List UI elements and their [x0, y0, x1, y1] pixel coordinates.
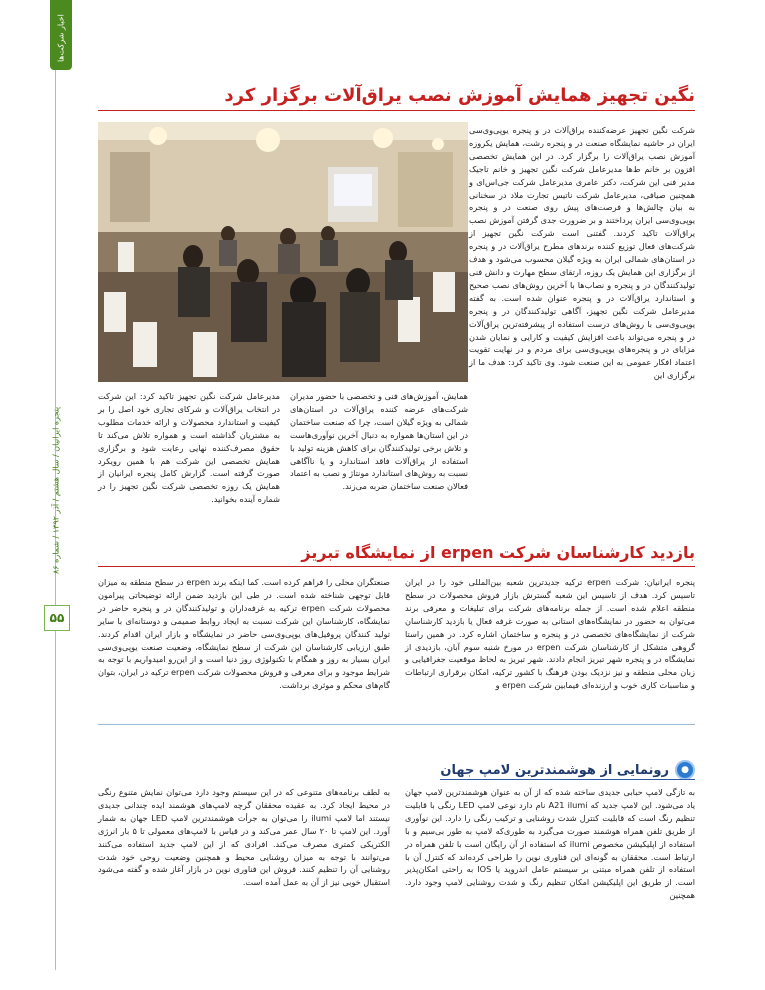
- section-tab-label: اخبار شرکت‌ها: [56, 14, 66, 62]
- seminar-photo: [98, 122, 468, 382]
- seminar-photo-illustration: [98, 122, 468, 382]
- article3-text-left: به لطف برنامه‌های متنوعی که در این سیستم وجود دارد می‌توان نمایش متنوع رنگی در محیط ایجاد کرد. به عقیده محققان گرچه لامپ‌های هوشمند ایده چندانی جدیدی نیستند اما لامپ ilumi را می‌توان به جرأت هوشمندترین لامپ LED جهان به شمار آورد. این لامپ تا ۲۰ سال عمر می‌کند و در قیاس با لامپ‌های معمولی تا ۵ بار انرژی الکتریکی کمتری مصرف می‌کند. افرادی که از این لامپ جدید استفاده می‌کنند می‌توانند با توجه به میزان روشنایی محیط و همچنین وضعیت روحی خود شدت روشنایی آن را تنظیم کنند. فروش این فناوری نوین در بازار آغاز شده و گفته می‌شود استقبال خوبی نیز از آن به عمل آمده است.: [98, 787, 390, 888]
- article1-title: نگین تجهیز همایش آموزش نصب یراق‌آلات برگزار کرد: [224, 85, 695, 106]
- article1-text-middle: همایش، آموزش‌های فنی و تخصصی با حضور مدیران شرکت‌های عرضه کننده یراق‌آلات در استان‌های شمالی به ویژه گیلان است، چرا که صنعت ساختمان در این استان‌ها همواره به دنبال آخرین نوآوری‌هاست و تلاش برخی تولیدکنندگان برای کاهش هزینه تولید با استفاده از یراق‌آلات فاقد استاندارد و یا ناآگاهی نسبت به روش‌های استاندارد مونتاژ و نصب به اعتماد فعالان صنعت ساختمان ضربه می‌زند.: [290, 391, 468, 492]
- issue-info: پنجره ایرانیان / سال هشتم / آذر ۱۳۹۲ / شماره ۸۶: [51, 406, 61, 574]
- article3-column-right: [405, 786, 695, 916]
- article1-column-left: [98, 390, 280, 520]
- page-number: ۵۵: [44, 605, 70, 631]
- lightbulb-icon: ●: [675, 760, 695, 780]
- article2-column-right: [405, 576, 695, 711]
- article2-text-left: صنعتگران محلی را فراهم کرده است. کما اینکه برند erpen در سطح منطقه به میزان قابل توجهی شناخته شده است. در طی این بازدید ضمن ارائه توضیحاتی پیرامون محصولات شرکت erpen ترکیه به غرفه‌داران و تولیدکنندگان در و پنجره حاضر در نمایشگاه، کارشناسان این شرکت نسبت به ایجاد روابط صمیمی و دوستانه‌ای با سایر تولید کنندگان پروفیل‌های یوپی‌وی‌سی حاضر در نمایشگاه و بازار ایران اقدام کردند. طبق ارزیابی کارشناسان این شرکت از سطح نمایشگاه، وضعیت صنعت یوپی‌وی‌سی ایران بسیار به روز و همگام با تکنولوژی روز دنیا است و از این‌رو امیدواریم با توجه به شرایط موجود و برای معرفی و فروش محصولات شرکت erpen ترکیه در ایران، بتوان گام‌های محکم و موثری برداشت.: [98, 577, 390, 691]
- article1-title-rule: [98, 110, 695, 111]
- article1-column-right: [469, 124, 695, 519]
- article2-text-right: پنجره ایرانیان: شرکت erpen ترکیه جدیدترین شعبه بین‌المللی خود را در ایران تاسیس کرد. هدف از تاسیس این شعبه گسترش بازار فروش محصولات در سطح منطقه اعلام شده است. از جمله برنامه‌های شرکت برای تبلیغات و معرفی برند می‌توان به حضور در نمایشگاه‌های استانی به صورت غرفه فعال یا بازدید کارشناسان شرکت از نمایشگاه‌های تخصصی در و پنجره و ساختمان اشاره کرد. در همین راستا گروهی متشکل از کارشناسان شرکت erpen در مورخ شنبه سوم آبان، بازدیدی از نمایشگاه در و پنجره شهر تبریز انجام دادند. شهر تبریز به لحاظ موقعیت جغرافیایی و زبان محلی منطقه و نیز نزدیک بودن فرهنگ با کشور ترکیه، امکان برقراری ارتباطات و مناسبات کاری خوب و ارزنده‌ای فیمابین شرکت erpen و: [405, 577, 696, 691]
- section-tab: [50, 0, 72, 70]
- article3-column-left: [98, 786, 390, 916]
- article2-title: بازدید کارشناسان شرکت erpen از نمایشگاه تبریز: [301, 543, 695, 562]
- article1-text-right: شرکت نگین تجهیز عرضه‌کننده یراق‌آلات در و پنجره یوپی‌وی‌سی ایران در حاشیه نمایشگاه صنعت در و پنجره رشت، همایش یکروزه آموزش نصب یراق‌آلات را برگزار کرد. در این همایش تخصصی افزون بر خانم ط‌ها مدیرعامل شرکت نگین تجهیز و خانم تاجیک مدیر فنی این شرکت، دکتر عامری مدیرعامل شرکت جی‌اس‌ای و همچنین صیافی، مدیرعامل شرکت ناتیس تجارت ملاد در سخنانی به بیان چالش‌ها و فرصت‌های پیش روی صنعت در و پنجره یوپی‌وی‌سی ایران پرداختند و بر ضرورت جدی گرفتن آموزش نصب یراق‌آلات تاکید کردند. گفتنی است شرکت نگین تجهیز از شرکت‌های فعال توزیع کننده برندهای مطرح یراق‌آلات در و پنجره در استان‌های شمالی ایران به ویژه گیلان محسوب می‌شود و هدف از برگزاری این همایش یک روزه، ارتقای سطح مهارت و دانش فنی تولیدکنندگان در و پنجره و نصاب‌ها با آخرین روش‌های نصب صحیح و استاندارد یراق‌آلات در و پنجره عنوان شده است. به گفته مدیرعامل شرکت نگین تجهیز، آگاهی تولیدکنندگان در و پنجره یوپی‌وی‌سی با روش‌های درست استفاده از پیشرفته‌ترین یراق‌آلات در و پنجره می‌تواند باعث افزایش کیفیت و کارایی و نمایان شدن مزایای در و پنجره‌های یوپی‌وی‌سی برای مردم و در نهایت تقویت اعتماد افکار عمومی به این صنعت شود. وی تاکید کرد: هدف ما از برگزاری این: [469, 125, 695, 381]
- article3-text-right: به تازگی لامپ حبابی جدیدی ساخته شده که از آن به عنوان هوشمندترین لامپ جهان یاد می‌شود. این لامپ جدید که A21 ilumi نام دارد نوعی لامپ LED رنگی با قابلیت تنظیم رنگ است که قابلیت کنترل شدت روشنایی و ترکیب رنگی را دارد. این نوآوری از طریق تلفن همراه هوشمند صورت می‌گیرد به طوری‌که لامپ به طور بی‌سیم و با استفاده از اپلیکیشن مخصوص ilumi که استفاده از آن رایگان است با تلفن همراه در ارتباط است. محققان به گونه‌ای این فناوری نوین را طراحی کرده‌اند که کنترل آن با استفاده از تلفن همراه مبتنی بر سیستم عامل اندروید یا IOS به راحتی امکان‌پذیر است. از طریق این اپلیکیشن امکان تنظیم رنگ و شدت روشنایی لامپ وجود دارد. همچنین: [405, 787, 696, 901]
- article1-column-middle: [290, 390, 468, 520]
- article3-title-wrap: [440, 760, 695, 780]
- section-divider: [98, 724, 695, 725]
- article2-column-left: [98, 576, 390, 711]
- article2-title-rule: [98, 566, 695, 567]
- article3-title-rule: [440, 779, 695, 780]
- article1-text-left: مدیرعامل شرکت نگین تجهیز تاکید کرد: این شرکت در انتخاب یراق‌آلات و شرکای تجاری خود اصل را بر کیفیت و استاندارد محصولات و ارائه خدمات مطلوب به مشتریان گذاشته است و همواره تلاش می‌کند تا حقوق مصرف‌کننده نهایی رعایت شود و برگزاری همایش تخصصی این شرکت هم با همین رویکرد صورت گرفته است. گزارش کامل پنجره ایرانیان از همایش یک روزه تخصصی شرکت نگین تجهیز را در شماره آینده بخوانید.: [98, 391, 280, 505]
- article3-title: رونمایی از هوشمندترین لامپ جهان: [440, 762, 669, 778]
